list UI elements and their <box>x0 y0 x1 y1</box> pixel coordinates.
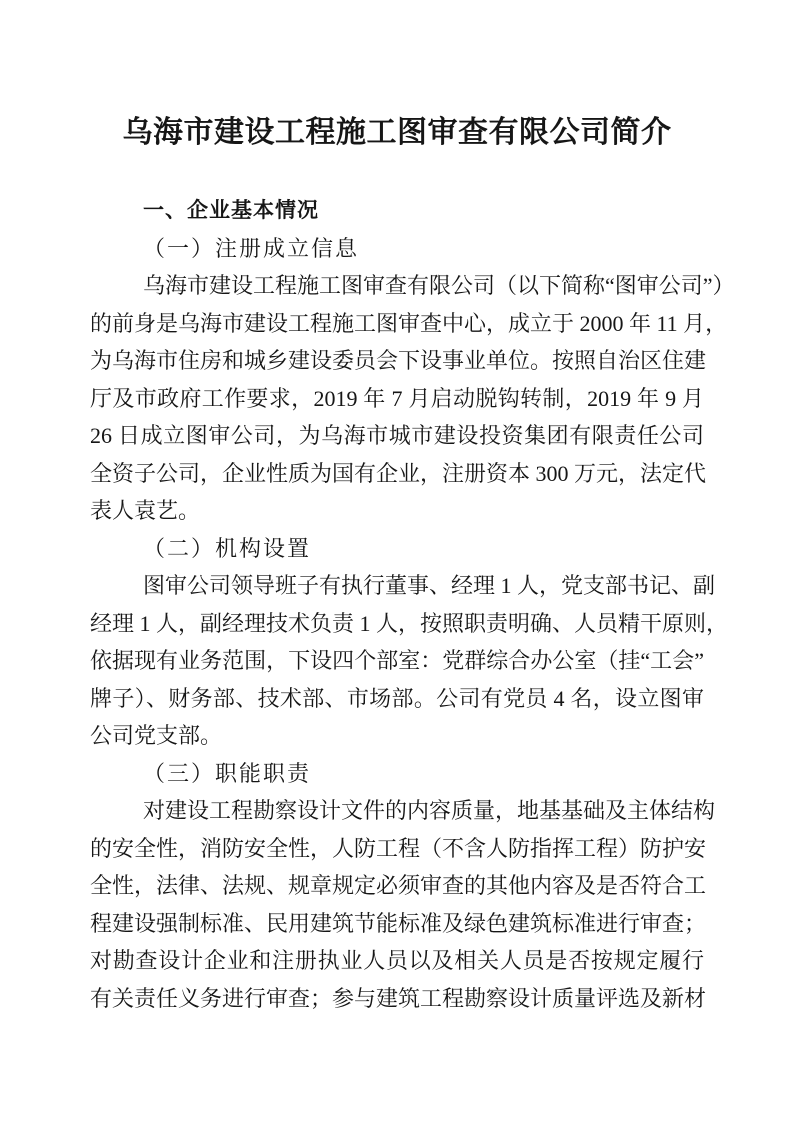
paragraph-line: 全资子公司，企业性质为国有企业，注册资本 300 万元，法定代 <box>90 460 707 486</box>
document-content <box>90 0 735 1017</box>
paragraph-line: 为乌海市住房和城乡建设委员会下设事业单位。按照自治区住建 <box>90 348 707 373</box>
paragraph-line: 经理 1 人，副经理技术负责 1 人，按照职责明确、人员精干原则， <box>90 610 729 636</box>
paragraph-line: 表人袁艺。 <box>90 498 201 523</box>
subsection-1-heading: （一）注册成立信息 <box>143 235 360 261</box>
paragraph-line: 的安全性，消防安全性，人防工程（不含人防指挥工程）防护安 <box>90 835 707 861</box>
document-body <box>90 192 735 1017</box>
paragraph-line: 对勘查设计企业和注册执业人员以及相关人员是否按规定履行 <box>90 948 704 973</box>
paragraph-line: 乌海市建设工程施工图审查有限公司（以下简称“图审公司”） <box>143 273 735 298</box>
document-title: 乌海市建设工程施工图审查有限公司简介 <box>122 116 672 149</box>
paragraph-line: 的前身是乌海市建设工程施工图审查中心，成立于 2000 年 11 月， <box>90 310 728 336</box>
subsection-3-heading: （三）职能职责 <box>143 760 312 786</box>
subsection-2-heading: （二）机构设置 <box>143 535 312 561</box>
paragraph-line: 对建设工程勘察设计文件的内容质量，地基基础及主体结构 <box>143 798 716 823</box>
paragraph-line: 公司党支部。 <box>90 723 223 748</box>
paragraph-line: 程建设强制标准、民用建筑节能标准及绿色建筑标准进行审查； <box>90 910 707 936</box>
paragraph-line: 厅及市政府工作要求，2019 年 7 月启动脱钩转制，2019 年 9 月 <box>90 385 704 411</box>
paragraph-line: 依据现有业务范围，下设四个部室：党群综合办公室（挂“工会” <box>90 648 704 673</box>
paragraph-line: 图审公司领导班子有执行董事、经理 1 人，党支部书记、副 <box>143 573 716 598</box>
paragraph-line: 牌子）、财务部、技术部、市场部。公司有党员 4 名，设立图审 <box>90 685 704 711</box>
section-heading: 一、企业基本情况 <box>143 199 319 222</box>
paragraph-line: 全性，法律、法规、规章规定必须审查的其他内容及是否符合工 <box>90 873 707 898</box>
paragraph-line: 有关责任义务进行审查；参与建筑工程勘察设计质量评选及新材 <box>90 985 707 1011</box>
paragraph-line: 26 日成立图审公司，为乌海市城市建设投资集团有限责任公司 <box>90 423 704 448</box>
